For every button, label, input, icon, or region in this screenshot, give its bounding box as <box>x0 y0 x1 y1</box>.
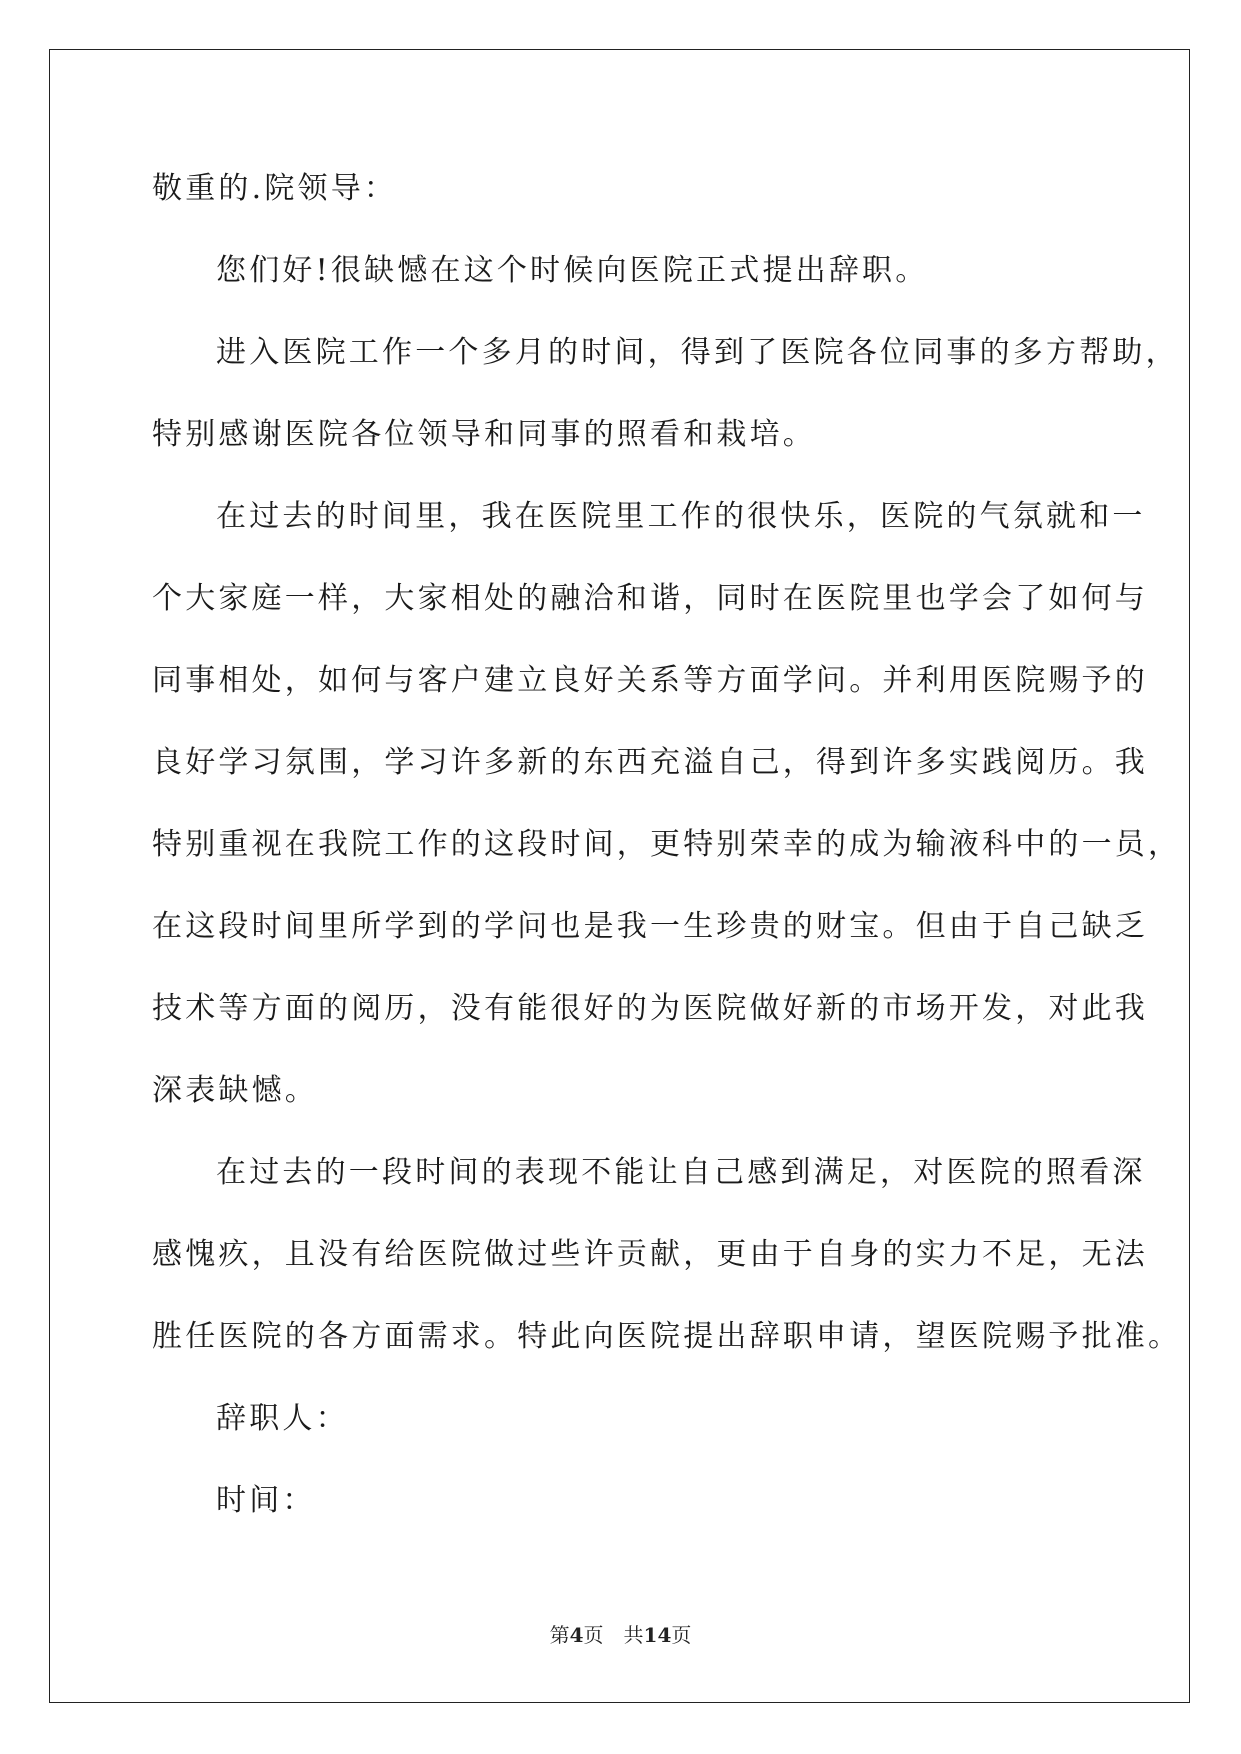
page-total: 14 <box>643 1623 672 1647</box>
letter-body <box>152 160 1182 1554</box>
total-prefix: 共 <box>623 1623 644 1647</box>
total-suffix: 页 <box>671 1623 692 1647</box>
body-line: 在这段时间里所学到的学问也是我一生珍贵的财宝。但由于自己缺乏 <box>152 909 1148 944</box>
salutation-line: 敬重的.院领导： <box>152 171 398 206</box>
body-line: 良好学习氛围，学习许多新的东西充溢自己，得到许多实践阅历。我 <box>152 745 1148 780</box>
body-line: 进入医院工作一个多月的时间，得到了医院各位同事的多方帮助， <box>216 335 1179 370</box>
date-line: 时间： <box>216 1483 316 1518</box>
body-line: 特别感谢医院各位领导和同事的照看和栽培。 <box>152 417 816 452</box>
body-line: 特别重视在我院工作的这段时间，更特别荣幸的成为输液科中的一员， <box>152 827 1182 862</box>
signature-line: 辞职人： <box>216 1401 349 1436</box>
body-line: 个大家庭一样，大家相处的融洽和谐，同时在医院里也学会了如何与 <box>152 581 1148 616</box>
page-prefix: 第 <box>549 1623 570 1647</box>
page-current: 4 <box>569 1623 584 1647</box>
page-suffix: 页 <box>583 1623 604 1647</box>
body-line: 同事相处，如何与客户建立良好关系等方面学问。并利用医院赐予的 <box>152 663 1148 698</box>
body-line: 在过去的一段时间的表现不能让自己感到满足，对医院的照看深 <box>216 1155 1146 1190</box>
body-line: 深表缺憾。 <box>152 1073 318 1108</box>
body-line: 技术等方面的阅历，没有能很好的为医院做好新的市场开发，对此我 <box>152 991 1148 1026</box>
body-line: 感愧疚，且没有给医院做过些许贡献，更由于自身的实力不足，无法 <box>152 1237 1148 1272</box>
body-line: 在过去的时间里，我在医院里工作的很快乐，医院的气氛就和一 <box>216 499 1146 534</box>
body-line: 您们好!很缺憾在这个时候向医院正式提出辞职。 <box>216 253 929 288</box>
body-line: 胜任医院的各方面需求。特此向医院提出辞职申请，望医院赐予批准。 <box>152 1319 1182 1354</box>
page-footer <box>0 1619 1241 1648</box>
